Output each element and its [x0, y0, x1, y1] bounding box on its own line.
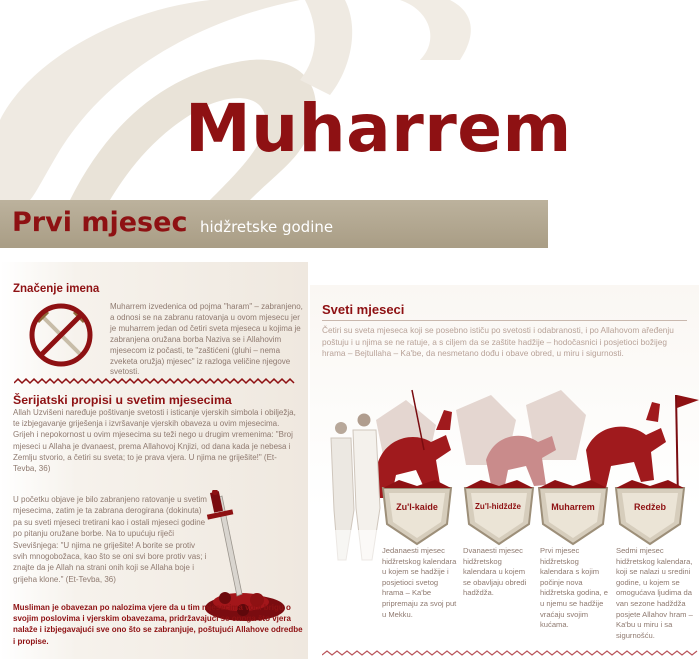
forbidden-weapons-icon [28, 302, 94, 368]
sveti-text: Četiri su sveta mjeseca koji se posebno ističu po svetosti i odabranosti, i po Allahovom ařeđenju poštuju i u njima se ne ratuje, a s ciljem da se zaštite hadžije – hodočasnici i posjetioci božijeg hrama – Bejtullaha – Ka'be, da nesmetano dođu i obave obred, u miru i sigurnosti. [322, 325, 674, 359]
banner-sub-text: hidžretske godine [200, 218, 334, 236]
month-name-3: Muharrem [551, 502, 595, 512]
heading-rule [322, 320, 687, 321]
month-name-2: Zu'l-hidždže [475, 502, 521, 511]
decorative-divider [14, 377, 296, 385]
month-shield-zulkaide [379, 478, 455, 546]
sveti-heading: Sveti mjeseci [322, 302, 405, 317]
serijat-text: Allah Uzvišeni naređuje poštivanje svetosti i isticanje vjerskih simbola i obilježja, te izbjegavanje griješenja i izvršavanje vjerskih obaveza u ovim mjesecima. Grijeh i nepokornost u ovim mjesecima su teži nego u drugim vremenima: "Broj mjeseci u Allaha je dvanaest, prema Allahovoj Knjizi, od dana kada je nebesa i Zemlju stvorio, a četiri su sveta; to je prava vjera. U njima ne griješite!" (Et-Tevba, 36) [13, 408, 296, 474]
znacenje-heading: Značenje imena [13, 283, 100, 295]
banner-main-text: Prvi mjesec [12, 207, 188, 238]
subtitle-banner [0, 200, 548, 248]
znacenje-text: Muharrem izvedenica od pojma "haram" – zabranjeno, a odnosi se na zabranu ratovanja u ovom mjesecu jer je muharrem jedan od četiri sveta mjeseca u kojima je zabranjena oružana borba Naziva se i Allahovim mjesecom iz počasti, te "zaštićeni (gluhi – nema zveketa oružja) mjesec" iz razloga veličine njegove svetosti. [110, 302, 303, 377]
ratovanje-text: U početku objave je bilo zabranjeno ratovanje u svetim mjesecima, zatim je ta zabrana derogirana (dokinuta) pa su sveti mjeseci tretirani kao i ostali mjeseci godine po pitanju oružane borbe. Na to upućuju riječi Svevišnjega: "U njima ne griješite! A borite se protiv svih mnogobožaca, kao što se oni svi bore protiv vas; i znajte da je Allah na strani onih koji se Allaha boje i grijeha klone." (Et-Tevba, 36) [13, 495, 207, 584]
month-shield-redzeb [612, 478, 688, 546]
page-title: Muharrem [185, 90, 572, 167]
month-desc-3: Prvi mjesec hidžretskog kalendara s kojim počinje nova hidžretska godina, e u njemu se hadžije vraćaju svojim kućama. [540, 546, 608, 630]
serijat-heading: Šerijatski propisi u svetim mjesecima [13, 393, 232, 407]
month-desc-4: Sedmi mjesec hidžretskog kalendara, koji se nalazi u sredini godine, u kojem se omogućava ljudima da van sezone hadždža posjete Allahov hram – Ka'bu u miru i sa sigurnošću. [616, 546, 693, 640]
month-shield-muharrem [535, 478, 611, 546]
month-desc-2: Dvanaesti mjesec hidžretskog kalendara u kojem se obavljaju obredi hadždža. [463, 546, 527, 598]
month-desc-1: Jedanaesti mjesec hidžretskog kalendara u kojem se hadžije i posjetioci svetog hrama – Ka'be pripremaju za svoj put u Mekku. [382, 546, 457, 619]
month-name-4: Redžeb [633, 502, 666, 512]
month-name-1: Zu'l-kaide [396, 502, 438, 512]
month-shield-zulhidzdze [461, 478, 537, 546]
bottom-divider [322, 650, 699, 657]
obligation-text: Musliman je obavezan po nalozima vjere da u tim mjesecima vodi brigu o svojim poslovima i vjerskim obavezama, pridržavajući se onoga što vjera nalaže i izbjegavajući sve ono što se zabranjuje, poštujući Allahove odredbe i propise. [13, 603, 303, 646]
